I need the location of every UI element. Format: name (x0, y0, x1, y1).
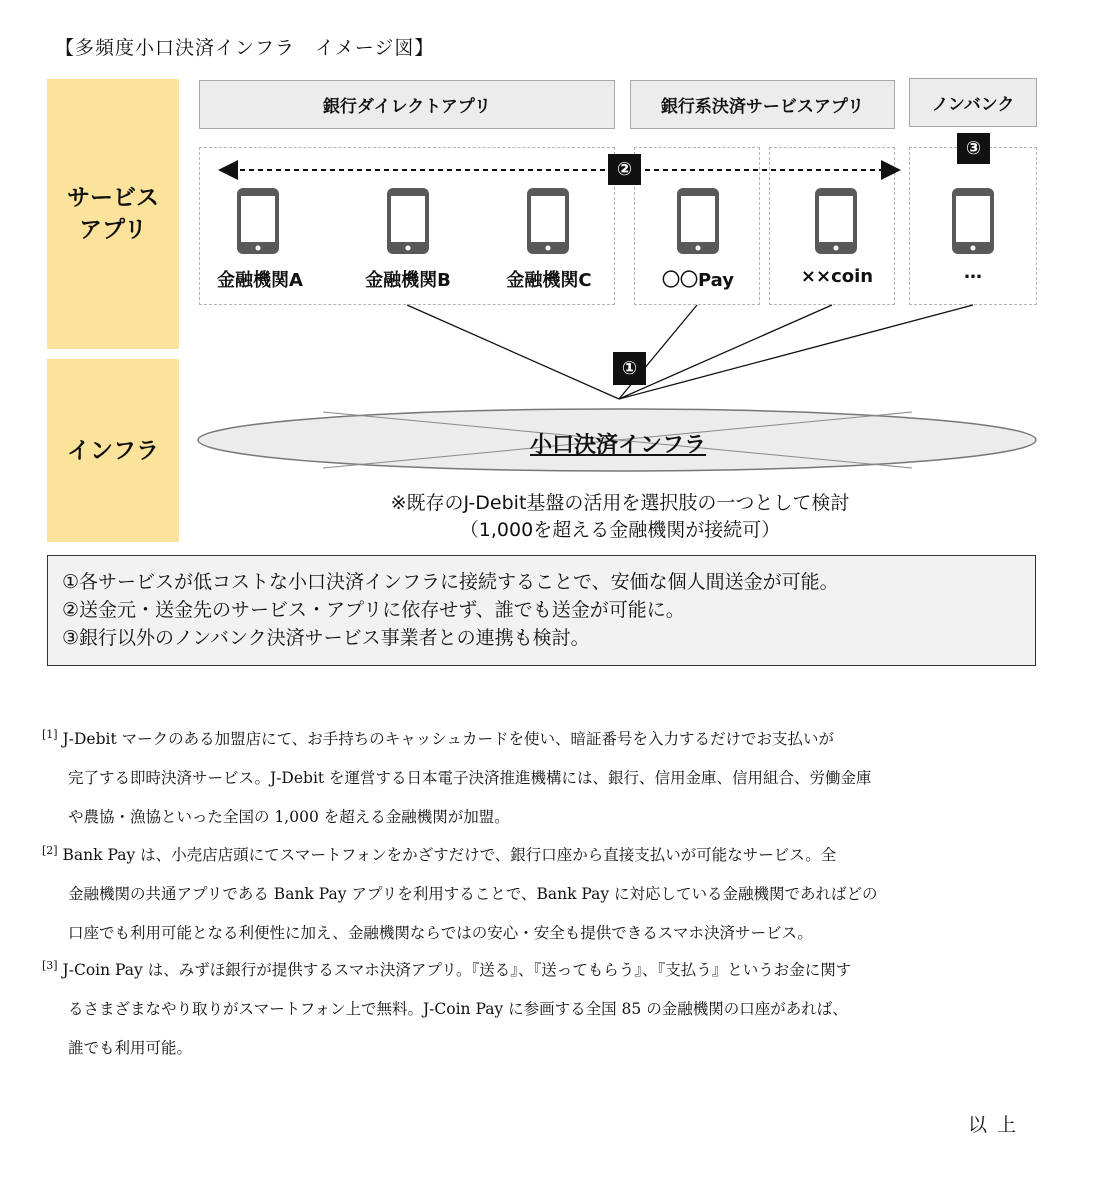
summary-line: ③銀行以外のノンバンク決済サービス事業者との連携も検討。 (62, 627, 590, 649)
infra-note-line2: （1,000を超える金融機関が接続可） (459, 519, 781, 541)
app-label-other: … (964, 262, 982, 283)
footnote-2 (42, 836, 1042, 953)
service-label-line1: サービス (67, 185, 159, 211)
footnote-text: J-Debit マークのある加盟店にて、お手持ちのキャッシュカードを使い、暗証番号を入力するだけでお支払いが (62, 730, 835, 748)
summary-box (47, 555, 1036, 666)
smartphone-icon (814, 187, 858, 255)
app-label-bank-b: 金融機関B (365, 270, 451, 291)
smartphone-icon (526, 187, 570, 255)
connector-nonbank (619, 305, 973, 399)
smartphone-icon (676, 187, 720, 255)
service-label-line2: アプリ (78, 217, 148, 243)
badge-2: ② (608, 154, 641, 185)
category-bank-payment-label: 銀行系決済サービスアプリ (660, 97, 865, 117)
footnote-ref: [3] (42, 958, 58, 972)
footnote-1 (42, 720, 1042, 837)
footnote-text: J-Coin Pay は、みずほ銀行が提供するスマホ決済アプリ。『送る』、『送ってもらう』、『支払う』というお金に関す (62, 961, 852, 979)
smartphone-icon (236, 187, 280, 255)
summary-line: ②送金元・送金先のサービス・アプリに依存せず、誰でも送金が可能に。 (62, 599, 685, 621)
infra-note-line1: ※既存のJ-Debit基盤の活用を選択肢の一つとして検討 (390, 492, 850, 514)
infra-note (340, 490, 900, 544)
footnote-ref: [1] (42, 727, 58, 741)
footnote-text: Bank Pay は、小売店店頭にてスマートフォンをかざすだけで、銀行口座から直接支払いが可能なサービス。全 (62, 846, 837, 864)
footnote-ref: [2] (42, 843, 58, 857)
category-bank-direct-label: 銀行ダイレクトアプリ (322, 97, 492, 117)
app-label-bank-c: 金融機関C (506, 270, 592, 291)
footnote-text: 金融機関の共通アプリである Bank Pay アプリを利用することで、Bank Pay に対応している金融機関であればどの (68, 885, 878, 903)
footnote-3 (42, 951, 1042, 1068)
connector-bank-direct (407, 305, 619, 399)
infra-side-label: インフラ (67, 437, 159, 464)
footnote-text: 完了する即時決済サービス。J-Debit を運営する日本電子決済推進機構には、銀行、信用金庫、信用組合、労働金庫 (68, 769, 872, 787)
app-label-oopay: 〇〇Pay (661, 270, 735, 291)
app-label-xxcoin: ××coin (800, 266, 874, 287)
infra-ellipse-label: 小口決済インフラ (530, 433, 707, 458)
closing-mark: 以上 (968, 1114, 1027, 1136)
smartphone-icon (386, 187, 430, 255)
badge-3: ③ (957, 133, 990, 164)
app-label-bank-a: 金融機関A (217, 270, 303, 291)
badge-1: ① (613, 352, 646, 385)
smartphone-icon (951, 187, 995, 255)
category-nonbank-label: ノンバンク (931, 95, 1015, 115)
diagram-title: 【多頻度小口決済インフラ イメージ図】 (55, 37, 435, 59)
footnote-text: 誰でも利用可能。 (68, 1039, 193, 1057)
summary-line: ①各サービスが低コストな小口決済インフラに接続することで、安価な個人間送金が可能。 (62, 571, 839, 593)
connector-xxcoin (619, 305, 832, 399)
footnote-text: や農協・漁協といった全国の 1,000 を超える金融機関が加盟。 (68, 808, 510, 826)
footnote-text: るさまざまなやり取りがスマートフォン上で無料。J-Coin Pay に参画する全国 85 の金融機関の口座があれば、 (68, 1000, 848, 1018)
footnote-text: 口座でも利用可能となる利便性に加え、金融機関ならではの安心・安全も提供できるスマホ決済サービス。 (68, 924, 813, 942)
